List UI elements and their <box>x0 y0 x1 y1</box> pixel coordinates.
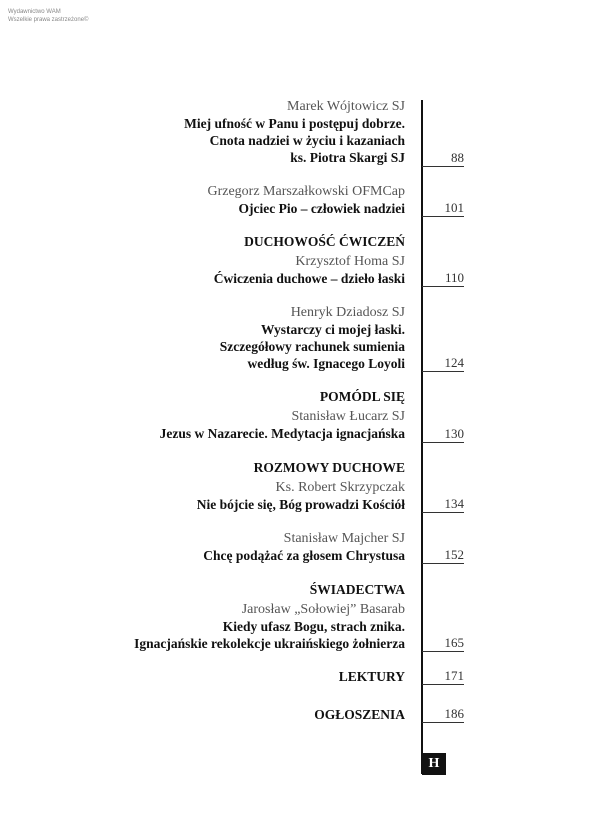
entry-title-line: Szczegółowy rachunek sumienia <box>219 339 405 354</box>
entry-title-line: Wystarczy ci mojej łaski. <box>261 322 405 337</box>
page-number[interactable]: 124 <box>422 355 464 372</box>
page-number[interactable]: 186 <box>422 706 464 723</box>
page-number[interactable]: 152 <box>422 547 464 564</box>
toc-entry[interactable] <box>214 253 405 287</box>
toc-entry[interactable] <box>203 530 405 564</box>
entry-title-line: Chcę podążać za głosem Chrystusa <box>203 548 405 563</box>
publisher-name: Wydawnictwo WAM <box>8 9 61 15</box>
entry-title-line: Nie bójcie się, Bóg prowadzi Kościół <box>196 497 405 512</box>
entry-author: Henryk Dziadosz SJ <box>290 305 405 320</box>
section-heading: DUCHOWOŚĆ ĆWICZEŃ <box>244 234 405 249</box>
entry-author: Ks. Robert Skrzypczak <box>275 480 405 495</box>
page-number[interactable]: 88 <box>422 150 464 167</box>
toc-entry[interactable] <box>160 408 405 442</box>
section-heading: ROZMOWY DUCHOWE <box>253 460 405 475</box>
section-heading[interactable]: OGŁOSZENIA <box>314 707 405 722</box>
entry-author: Marek Wójtowicz SJ <box>287 99 405 114</box>
entry-title-line: Ćwiczenia duchowe – dzieło łaski <box>213 271 405 286</box>
entry-title-line: Jezus w Nazarecie. Medytacja ignacjańska <box>159 426 405 441</box>
entry-author: Stanisław Majcher SJ <box>283 531 405 546</box>
section-heading[interactable]: LEKTURY <box>338 669 405 684</box>
entry-title-line: Ignacjańskie rekolekcje ukraińskiego żołnierza <box>134 636 405 651</box>
page-number[interactable]: 130 <box>422 426 464 443</box>
toc-entry[interactable] <box>220 304 405 372</box>
entry-title-line: według św. Ignacego Loyoli <box>247 356 405 371</box>
toc-entry[interactable] <box>184 98 405 166</box>
page-number[interactable]: 165 <box>422 635 464 652</box>
entry-title-line: Miej ufność w Panu i postępuj dobrze. <box>184 116 405 131</box>
page-number[interactable]: 101 <box>422 200 464 217</box>
page-number[interactable]: 134 <box>422 496 464 513</box>
section-heading: ŚWIADECTWA <box>309 582 405 597</box>
toc-entry[interactable] <box>207 183 405 217</box>
rights-notice: Wszelkie prawa zastrzeżone© <box>8 17 89 23</box>
page-number[interactable]: 110 <box>422 270 464 287</box>
toc-entry[interactable] <box>197 479 405 513</box>
publisher-logo: H <box>422 753 446 775</box>
page-number[interactable]: 171 <box>422 668 464 685</box>
toc-entry[interactable] <box>134 601 405 652</box>
section-heading: POMÓDL SIĘ <box>319 389 405 404</box>
entry-title-line: ks. Piotra Skargi SJ <box>290 150 405 165</box>
entry-title-line: Ojciec Pio – człowiek nadziei <box>238 201 405 216</box>
entry-author: Krzysztof Homa SJ <box>295 254 405 269</box>
entry-title-line: Cnota nadziei w życiu i kazaniach <box>209 133 405 148</box>
entry-title-line: Kiedy ufasz Bogu, strach znika. <box>222 619 405 634</box>
copyright-notice <box>8 8 88 24</box>
entry-author: Jarosław „Sołowiej” Basarab <box>241 602 405 617</box>
entry-author: Stanisław Łucarz SJ <box>291 409 405 424</box>
entry-author: Grzegorz Marszałkowski OFMCap <box>207 184 405 199</box>
